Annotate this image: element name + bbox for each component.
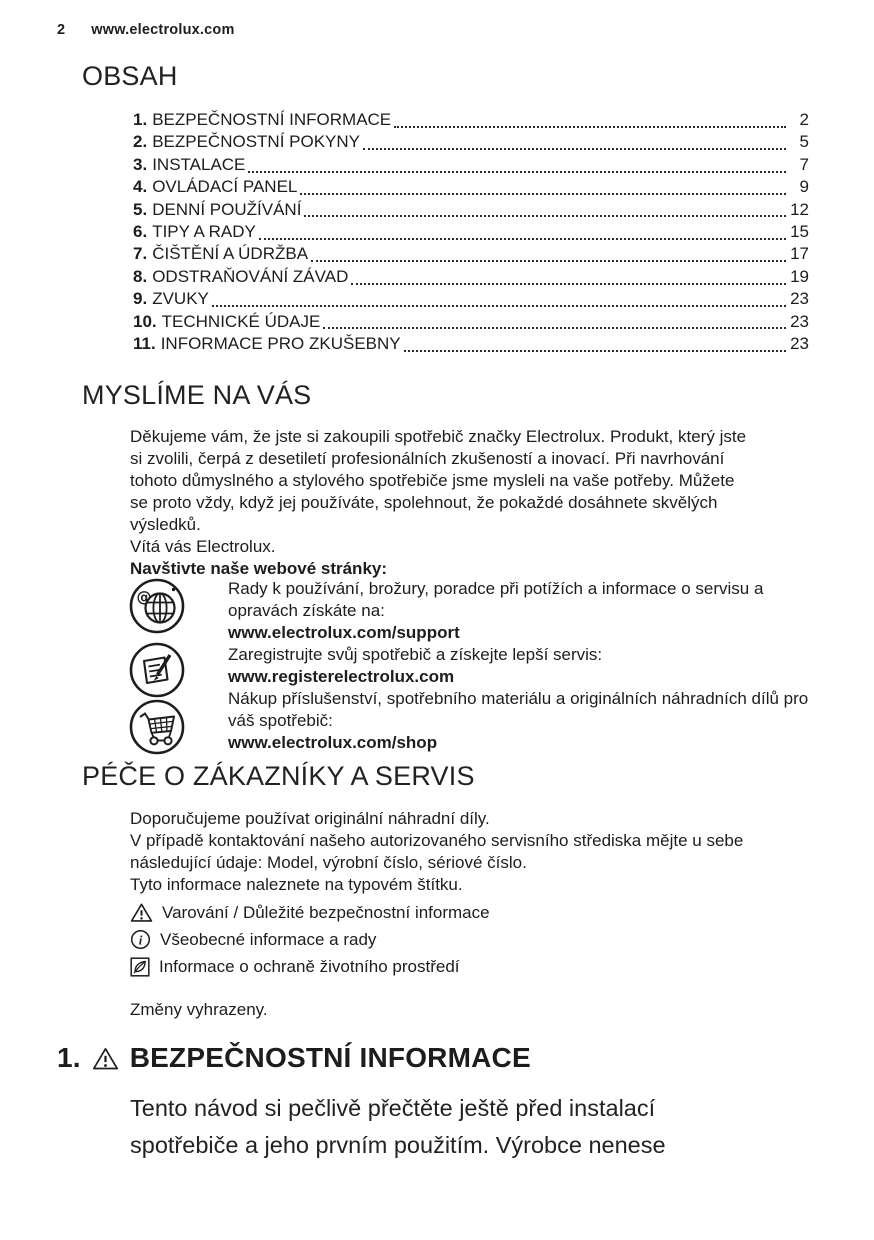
register-link-url: www.registerelectrolux.com <box>228 667 455 686</box>
toc-entry-number: 9. <box>133 289 148 309</box>
toc-entry-number: 1. <box>133 110 148 129</box>
toc-entry-label: INFORMACE PRO ZKUŠEBNY <box>160 333 401 353</box>
register-link-block <box>228 644 833 688</box>
toc-entry <box>133 177 809 199</box>
shop-link-block <box>228 688 833 754</box>
page-header <box>57 22 235 38</box>
safety-section-number: 1. <box>57 1042 81 1073</box>
legend-text: Všeobecné informace a rady <box>160 929 377 949</box>
toc-entry-page: 17 <box>790 244 809 264</box>
we-think-section <box>130 426 750 580</box>
safety-section-title: BEZPEČNOSTNÍ INFORMACE <box>129 1042 531 1073</box>
legend-row <box>130 899 490 926</box>
toc-entry <box>133 289 809 311</box>
toc-entry-page: 23 <box>790 289 809 309</box>
eco-leaf-icon <box>130 957 150 977</box>
register-note-icon <box>128 641 186 699</box>
we-think-welcome: Vítá vás Electrolux. <box>130 537 276 556</box>
toc-entry-label: DENNÍ POUŽÍVÁNÍ <box>152 199 302 219</box>
safety-section-heading <box>57 1042 531 1074</box>
shop-link-text: Nákup příslušenství, spotřebního materiálu a originálních náhradních dílů pro váš spotřebič: <box>228 689 809 730</box>
register-link-text: Zaregistrujte svůj spotřebič a získejte lepší servis: <box>228 645 603 664</box>
dot-leader <box>351 283 786 285</box>
shop-link-url: www.electrolux.com/shop <box>228 733 438 752</box>
care-line: V případě kontaktování našeho autorizovaného servisního střediska mějte u sebe následující údaje: Model, výrobní číslo, sériové číslo. <box>130 831 744 872</box>
toc-entry-number: 6. <box>133 221 148 241</box>
toc-entry <box>133 222 809 244</box>
toc-entry-page: 9 <box>799 177 809 197</box>
table-of-contents <box>133 110 809 356</box>
we-think-visit: Navštivte naše webové stránky: <box>130 559 388 578</box>
legend-row <box>130 926 490 953</box>
toc-entry-label: TECHNICKÉ ÚDAJE <box>161 311 321 331</box>
toc-entry-page: 23 <box>790 333 809 353</box>
toc-entry-label: BEZPEČNOSTNÍ POKYNY <box>152 132 361 152</box>
toc-entry <box>133 244 809 266</box>
care-title: PÉČE O ZÁKAZNÍKY A SERVIS <box>82 761 475 791</box>
toc-entry-page: 19 <box>790 266 809 286</box>
svg-text:@: @ <box>136 588 152 606</box>
dot-leader <box>212 305 786 307</box>
dot-leader <box>311 260 786 262</box>
safety-body-text: Tento návod si pečlivě přečtěte ještě před instalací spotřebiče a jeho prvním použitím. Výrobce nenese <box>130 1095 666 1158</box>
dot-leader <box>363 148 786 150</box>
toc-entry-number: 2. <box>133 132 148 152</box>
we-think-intro: Děkujeme vám, že jste si zakoupili spotřebič značky Electrolux. Produkt, který jste si zvolili, čerpá z desetiletí profesionálních zkušeností a inovací. Při navrhování tohoto důmyslného a stylového spotřebiče jsme mysleli na vaše potřeby. Můžete se proto vždy, když jej používáte, spolehnout, že pokaždé dosáhnete skvělých výsledků. <box>130 427 747 534</box>
we-think-title: MYSLÍME NA VÁS <box>82 380 312 410</box>
warning-triangle-icon <box>92 1046 119 1071</box>
changes-reserved-note: Změny vyhrazeny. <box>130 1000 268 1019</box>
toc-entry <box>133 110 809 132</box>
dot-leader <box>304 215 786 217</box>
warning-triangle-icon <box>130 902 153 923</box>
toc-entry <box>133 132 809 154</box>
dot-leader <box>300 193 786 195</box>
care-line: Tyto informace naleznete na typovém štítku. <box>130 875 463 894</box>
toc-entry-label: ODSTRAŇOVÁNÍ ZÁVAD <box>152 266 349 286</box>
page-number: 2 <box>57 22 66 38</box>
support-link-block <box>228 578 833 644</box>
svg-text:i: i <box>138 933 143 948</box>
legend-text: Informace o ochraně životního prostředí <box>159 956 460 976</box>
toc-entry-page: 23 <box>790 311 809 331</box>
symbol-legend <box>130 899 490 980</box>
toc-entry-number: 10. <box>133 311 157 331</box>
toc-entry-number: 5. <box>133 199 148 219</box>
toc-entry-page: 2 <box>799 110 809 129</box>
toc-entry-number: 4. <box>133 177 148 197</box>
support-link-text: Rady k používání, brožury, poradce při potížích a informace o servisu a opravách získáte na: <box>228 579 764 620</box>
globe-at-icon <box>128 577 186 635</box>
shopping-cart-icon <box>128 698 186 756</box>
toc-entry-number: 8. <box>133 266 148 286</box>
toc-entry-label: ZVUKY <box>152 289 209 309</box>
dot-leader <box>323 327 786 329</box>
toc-entry-number: 7. <box>133 244 148 264</box>
toc-entry-label: OVLÁDACÍ PANEL <box>152 177 298 197</box>
toc-entry-page: 12 <box>790 199 809 219</box>
care-line: Doporučujeme používat originální náhradní díly. <box>130 809 490 828</box>
toc-entry-label: INSTALACE <box>152 154 246 174</box>
support-link-url: www.electrolux.com/support <box>228 623 460 642</box>
dot-leader <box>394 126 786 128</box>
toc-entry-label: ČIŠTĚNÍ A ÚDRŽBA <box>152 244 309 264</box>
toc-entry-label: TIPY A RADY <box>152 221 256 241</box>
toc-entry <box>133 155 809 177</box>
toc-entry-number: 3. <box>133 154 148 174</box>
legend-row <box>130 953 490 980</box>
dot-leader <box>248 171 786 173</box>
dot-leader <box>404 350 786 352</box>
toc-entry-label: BEZPEČNOSTNÍ INFORMACE <box>152 110 392 129</box>
toc-entry <box>133 312 809 334</box>
legend-text: Varování / Důležité bezpečnostní informace <box>162 902 490 922</box>
toc-entry-number: 11. <box>133 333 156 353</box>
site-url: www.electrolux.com <box>91 22 235 38</box>
care-section <box>130 808 750 896</box>
dot-leader <box>259 238 786 240</box>
toc-entry-page: 7 <box>799 154 809 174</box>
toc-title: OBSAH <box>82 61 178 91</box>
toc-entry-page: 15 <box>790 221 809 241</box>
toc-entry-page: 5 <box>799 132 809 152</box>
toc-entry <box>133 200 809 222</box>
toc-entry <box>133 267 809 289</box>
toc-entry <box>133 334 809 356</box>
info-circle-icon <box>130 929 151 950</box>
